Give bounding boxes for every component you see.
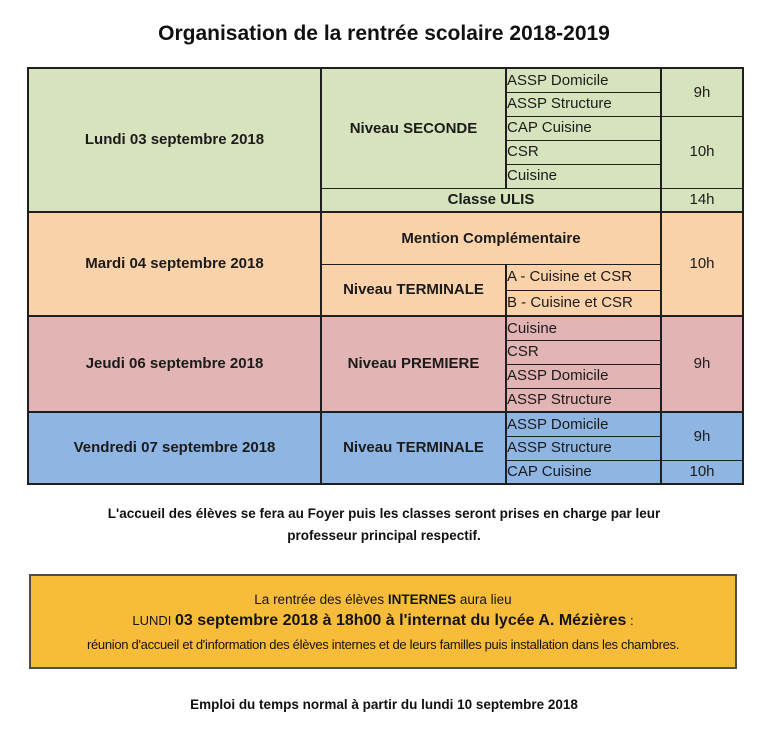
class-assp-structure: ASSP Structure [506,388,661,412]
footer-note: Emploi du temps normal à partir du lundi 10 septembre 2018 [190,697,578,713]
time-9h: 9h [661,316,743,412]
class-csr: CSR [506,340,661,364]
time-10h: 10h [661,460,743,484]
note-accueil: L'accueil des élèves se fera au Foyer puis les classes seront prises en charge par leur professeur principal respectif. [107,506,661,543]
internat-line1-bold: INTERNES [387,592,457,608]
table-row [28,316,743,340]
internat-line2-pre: LUNDI [132,613,175,629]
internat-line1-pre: La rentrée des élèves [254,592,388,608]
time-10h: 10h [661,212,743,316]
class-assp-domicile: ASSP Domicile [506,412,661,436]
mention-complementaire: Mention Complémentaire [321,212,661,264]
section-monday [28,68,743,212]
page-title: Organisation de la rentrée scolaire 2018-2019 [158,22,610,45]
time-9h: 9h [661,68,743,116]
internat-notice-box [29,574,737,669]
level-terminale: Niveau TERMINALE [321,264,506,316]
table-row [28,212,743,264]
internat-line1-post: aura lieu [456,592,512,608]
time-9h: 9h [661,412,743,460]
internat-line2-bold: 03 septembre 2018 à 18h00 à l'internat du lycée A. Mézières [174,612,627,630]
date-thursday: Jeudi 06 septembre 2018 [28,316,321,412]
class-csr: CSR [506,140,661,164]
date-monday: Lundi 03 septembre 2018 [28,68,321,212]
class-assp-domicile: ASSP Domicile [506,68,661,92]
time-14h: 14h [661,188,743,212]
level-terminale: Niveau TERMINALE [321,412,506,484]
internat-line1 [41,592,725,607]
section-friday [28,412,743,484]
class-ulis: Classe ULIS [321,188,661,212]
table-row [28,412,743,436]
class-a-cuisine-csr: A - Cuisine et CSR [506,264,661,290]
date-friday: Vendredi 07 septembre 2018 [28,412,321,484]
class-cuisine: Cuisine [506,316,661,340]
class-assp-structure: ASSP Structure [506,92,661,116]
class-assp-domicile: ASSP Domicile [506,364,661,388]
time-10h: 10h [661,116,743,188]
class-cuisine: Cuisine [506,164,661,188]
class-assp-structure: ASSP Structure [506,436,661,460]
class-b-cuisine-csr: B - Cuisine et CSR [506,290,661,316]
class-cap-cuisine: CAP Cuisine [506,460,661,484]
date-tuesday: Mardi 04 septembre 2018 [28,212,321,316]
level-premiere: Niveau PREMIERE [321,316,506,412]
level-seconde: Niveau SECONDE [321,68,506,188]
table-row [28,68,743,92]
internat-line3: réunion d'accueil et d'information des élèves internes et de leurs familles puis installation dans les chambres. [86,637,680,653]
internat-line2-post: : [626,613,634,629]
section-thursday [28,316,743,412]
internat-line2 [41,612,725,630]
schedule-table [27,67,744,485]
section-tuesday [28,212,743,316]
class-cap-cuisine: CAP Cuisine [506,116,661,140]
